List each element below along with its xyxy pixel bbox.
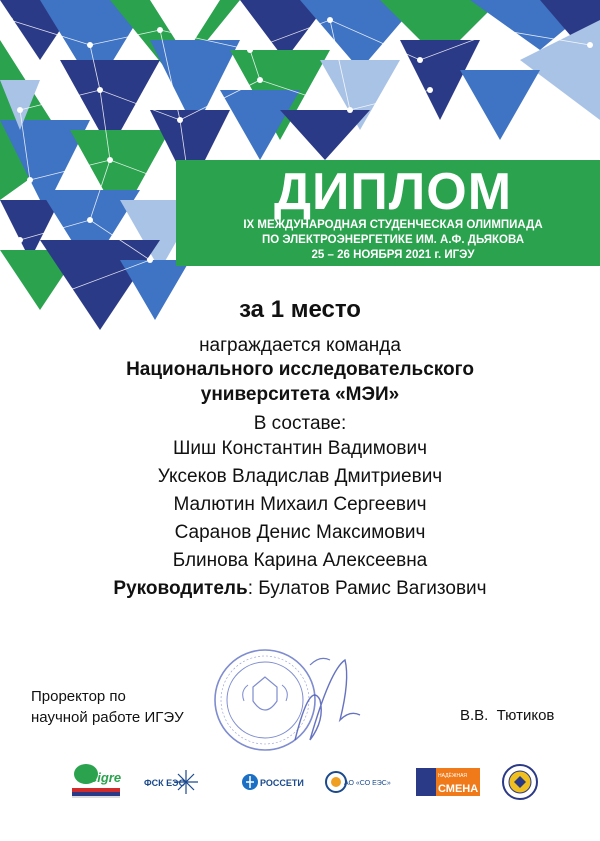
signer-title-line1: Проректор по (31, 688, 126, 705)
so-ees-logo (322, 760, 402, 804)
rosseti-logo-text: РОССЕТИ (260, 778, 304, 788)
supervisor-name: : Булатов Рамис Вагизович (247, 578, 487, 599)
sponsor-logos (60, 760, 550, 804)
university-name-line1: Национального исследовательского (126, 359, 474, 380)
signer-title (31, 686, 184, 728)
so-ees-logo-text: АО «СО ЕЭС» (344, 780, 391, 787)
olympiad-name-line2: ПО ЭЛЕКТРОЭНЕРГЕТИКЕ ИМ. А.Ф. ДЬЯКОВА (261, 234, 525, 246)
composition-label: В составе: (253, 413, 347, 434)
place-heading: за 1 место (239, 296, 361, 323)
awarded-text: награждается команда (199, 335, 401, 356)
cigre-logo (68, 760, 124, 804)
smena-logo-text: СМЕНА (438, 783, 479, 795)
nadezhnaya-smena-logo (416, 760, 480, 804)
team-member: Блинова Карина Алексеевна (172, 550, 428, 571)
fsk-ees-logo-text: ФСК ЕЭС (144, 778, 186, 788)
olympiad-dates: 25 – 26 НОЯБРЯ 2021 г. ИГЭУ (311, 249, 475, 261)
fsk-ees-logo (142, 760, 230, 804)
diploma-title: ДИПЛОМ (273, 163, 513, 221)
team-member: Малютин Михаил Сергеевич (173, 494, 427, 515)
supervisor-label: Руководитель (113, 578, 248, 599)
signer-name: В.В. Тютиков (460, 707, 555, 724)
university-name-line2: университета «МЭИ» (200, 384, 400, 405)
supervisor-line (0, 577, 600, 601)
university-emblem-logo (500, 760, 540, 804)
rosseti-logo (240, 760, 312, 804)
olympiad-name-line1: IX МЕЖДУНАРОДНАЯ СТУДЕНЧЕСКАЯ ОЛИМПИАДА (243, 219, 543, 231)
team-member: Шиш Константин Вадимович (173, 438, 427, 459)
official-stamp-and-signature (200, 645, 390, 755)
smena-logo-subtext: НАДЁЖНАЯ (438, 773, 468, 779)
cigre-logo-text: cigre (90, 770, 122, 785)
team-member: Уксеков Владислав Дмитриевич (157, 466, 443, 487)
signer-title-line2: научной работе ИГЭУ (31, 709, 184, 726)
team-member: Саранов Денис Максимович (174, 522, 426, 543)
